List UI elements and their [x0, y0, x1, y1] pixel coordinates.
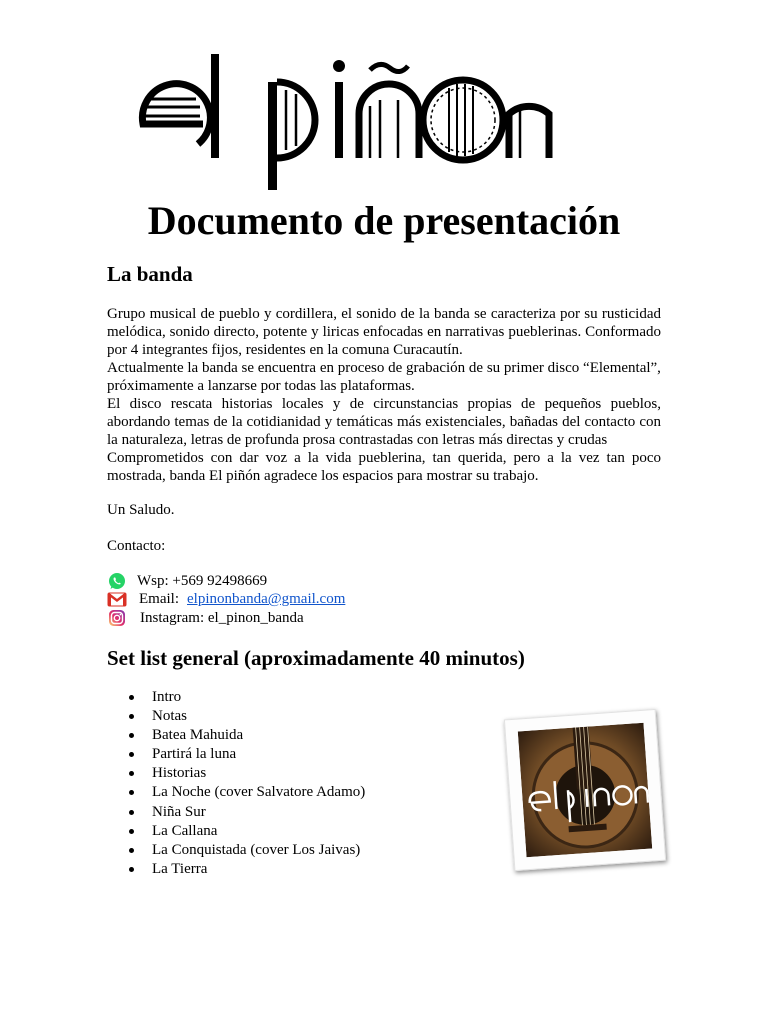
- setlist-item: Batea Mahuida: [129, 726, 365, 745]
- band-logo: [108, 44, 558, 194]
- whatsapp-icon: [107, 572, 127, 590]
- band-heading: La banda: [107, 262, 193, 286]
- instagram-icon: [107, 609, 127, 627]
- setlist: [129, 688, 365, 879]
- setlist-item: Intro: [129, 688, 365, 707]
- email-label: Email:: [139, 591, 179, 607]
- contact-email: [107, 590, 345, 608]
- setlist-item: Niña Sur: [129, 803, 365, 822]
- gmail-icon: [107, 590, 127, 608]
- paragraph-recording: Actualmente la banda se encuentra en proceso de grabación de su primer disco “Elemental”, próximamente a lanzarse por todas las plataformas.: [107, 360, 661, 394]
- setlist-item: Historias: [129, 764, 365, 783]
- setlist-item: La Callana: [129, 822, 365, 841]
- setlist-item: La Conquistada (cover Los Jaivas): [129, 841, 365, 860]
- contact-label: Contacto:: [107, 538, 166, 554]
- email-link[interactable]: elpinonbanda@gmail.com: [187, 591, 346, 607]
- album-photo: [504, 709, 666, 871]
- contact-whatsapp: [107, 572, 267, 590]
- paragraph-album: El disco rescata historias locales y de circunstancias propias de pequeños pueblos, abordando temas de la cotidianidad y temáticas más existenciales, bañadas del contacto con la naturaleza, letras de profunda prosa contrastadas con letras más directas y crudas: [107, 396, 661, 448]
- paragraph-intro: Grupo musical de pueblo y cordillera, el sonido de la banda se caracteriza por su rusticidad melódica, sonido directo, potente y liricas enfocadas en narrativas pueblerinas. Conformado por 4 integrantes fijos, residentes en la comuna Curacautín.: [107, 306, 661, 358]
- guitar-photo: [518, 723, 652, 857]
- setlist-heading: Set list general (aproximadamente 40 minutos): [107, 646, 525, 670]
- contact-instagram: [107, 609, 304, 627]
- whatsapp-number: Wsp: +569 92498669: [137, 573, 268, 589]
- greeting: Un Saludo.: [107, 502, 175, 518]
- band-description: [107, 305, 661, 485]
- setlist-item: La Noche (cover Salvatore Adamo): [129, 783, 365, 802]
- paragraph-commitment: Comprometidos con dar voz a la vida pueblerina, tan querida, pero a la vez tan poco mostrada, banda El piñón agradece los espacios para mostrar su trabajo.: [107, 450, 661, 484]
- document-title: Documento de presentación: [147, 198, 621, 243]
- setlist-item: Notas: [129, 707, 365, 726]
- setlist-item: La Tierra: [129, 860, 365, 879]
- instagram-handle: Instagram: el_pinon_banda: [140, 610, 304, 626]
- setlist-item: Partirá la luna: [129, 745, 365, 764]
